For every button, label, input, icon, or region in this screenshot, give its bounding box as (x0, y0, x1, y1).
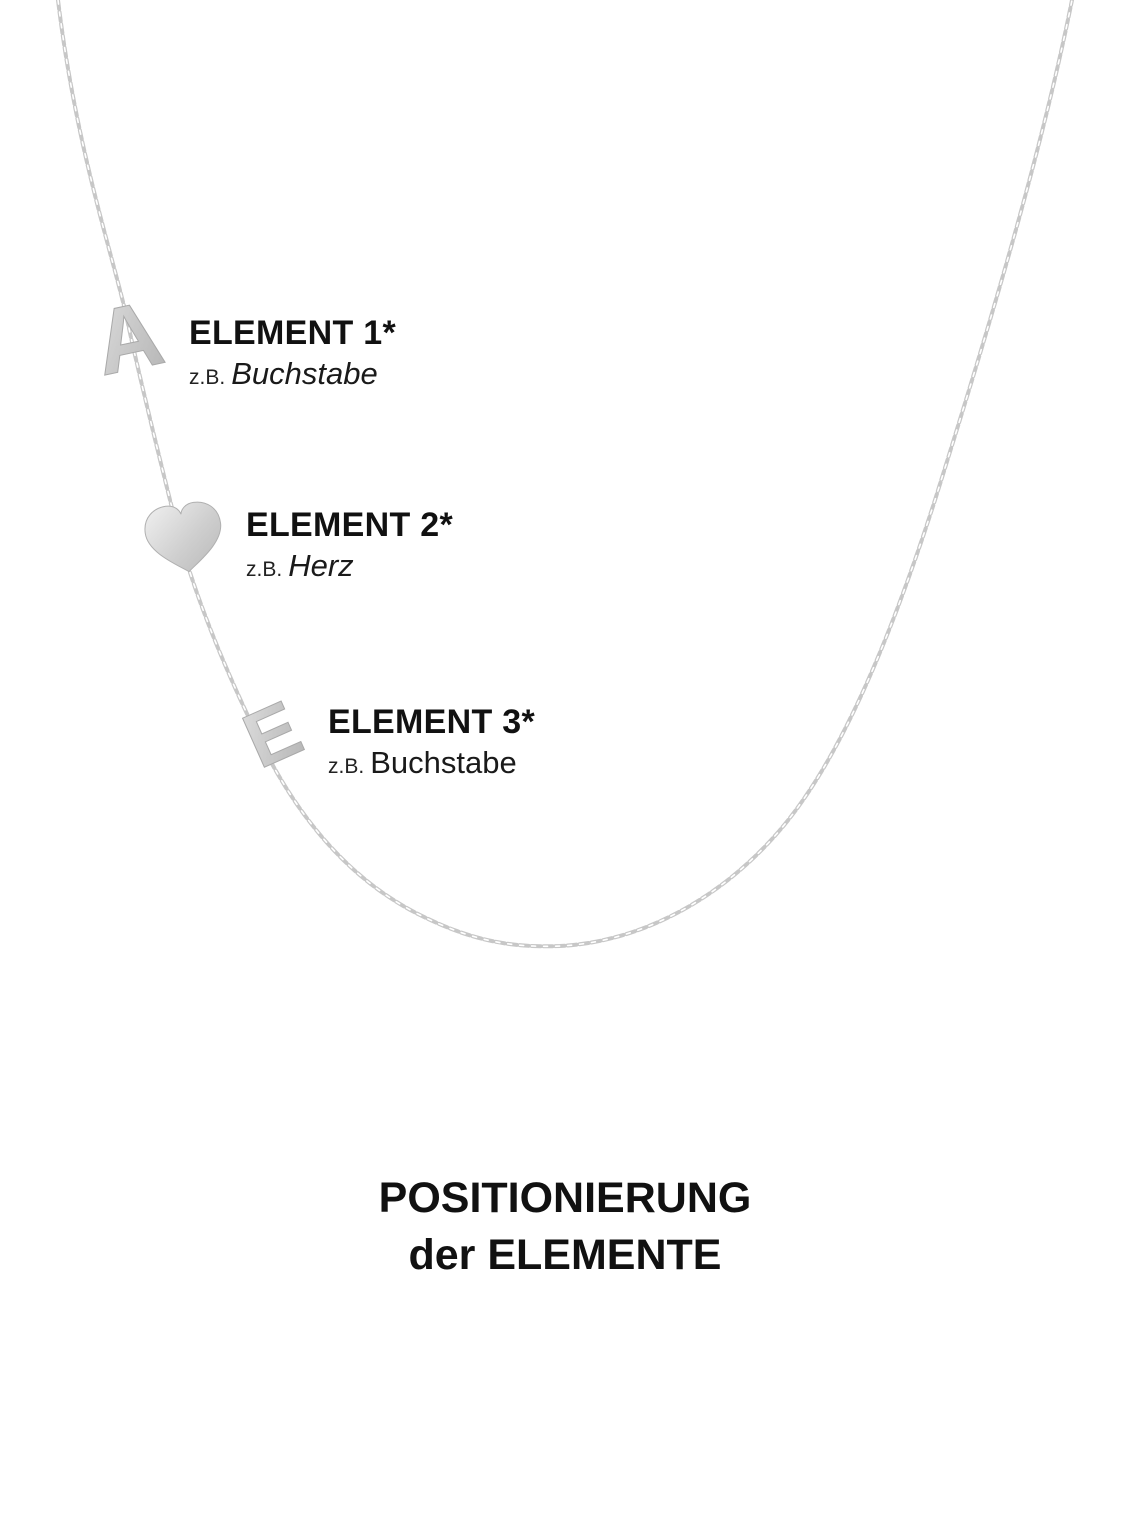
pendant-letter-1: A (85, 281, 172, 396)
heart-pendant-icon (142, 499, 227, 577)
element-1-label (189, 316, 396, 389)
element-2-eg: z.B. (246, 558, 283, 581)
element-3-eg: z.B. (328, 755, 365, 778)
title-line-1: POSITIONIERUNG (378, 1174, 752, 1222)
element-3-example-line (328, 747, 535, 778)
element-2-title: ELEMENT 2* (246, 506, 454, 544)
element-3-example: Buchstabe (370, 745, 517, 780)
element-2-label (246, 508, 453, 581)
element-1-example: Buchstabe (231, 356, 378, 391)
page-title (0, 1170, 1130, 1284)
letter-pendant-icon (231, 683, 314, 785)
pendant-letter-3: E (230, 683, 315, 785)
element-1-eg: z.B. (189, 366, 226, 389)
element-2-example: Herz (288, 548, 354, 583)
letter-pendant-icon (86, 282, 172, 396)
element-3-label (328, 705, 535, 778)
title-line-2: der ELEMENTE (408, 1231, 722, 1279)
element-3-title: ELEMENT 3* (328, 703, 536, 741)
element-1-title: ELEMENT 1* (189, 314, 397, 352)
element-1-example-line (189, 358, 396, 389)
element-2-example-line (246, 550, 453, 581)
